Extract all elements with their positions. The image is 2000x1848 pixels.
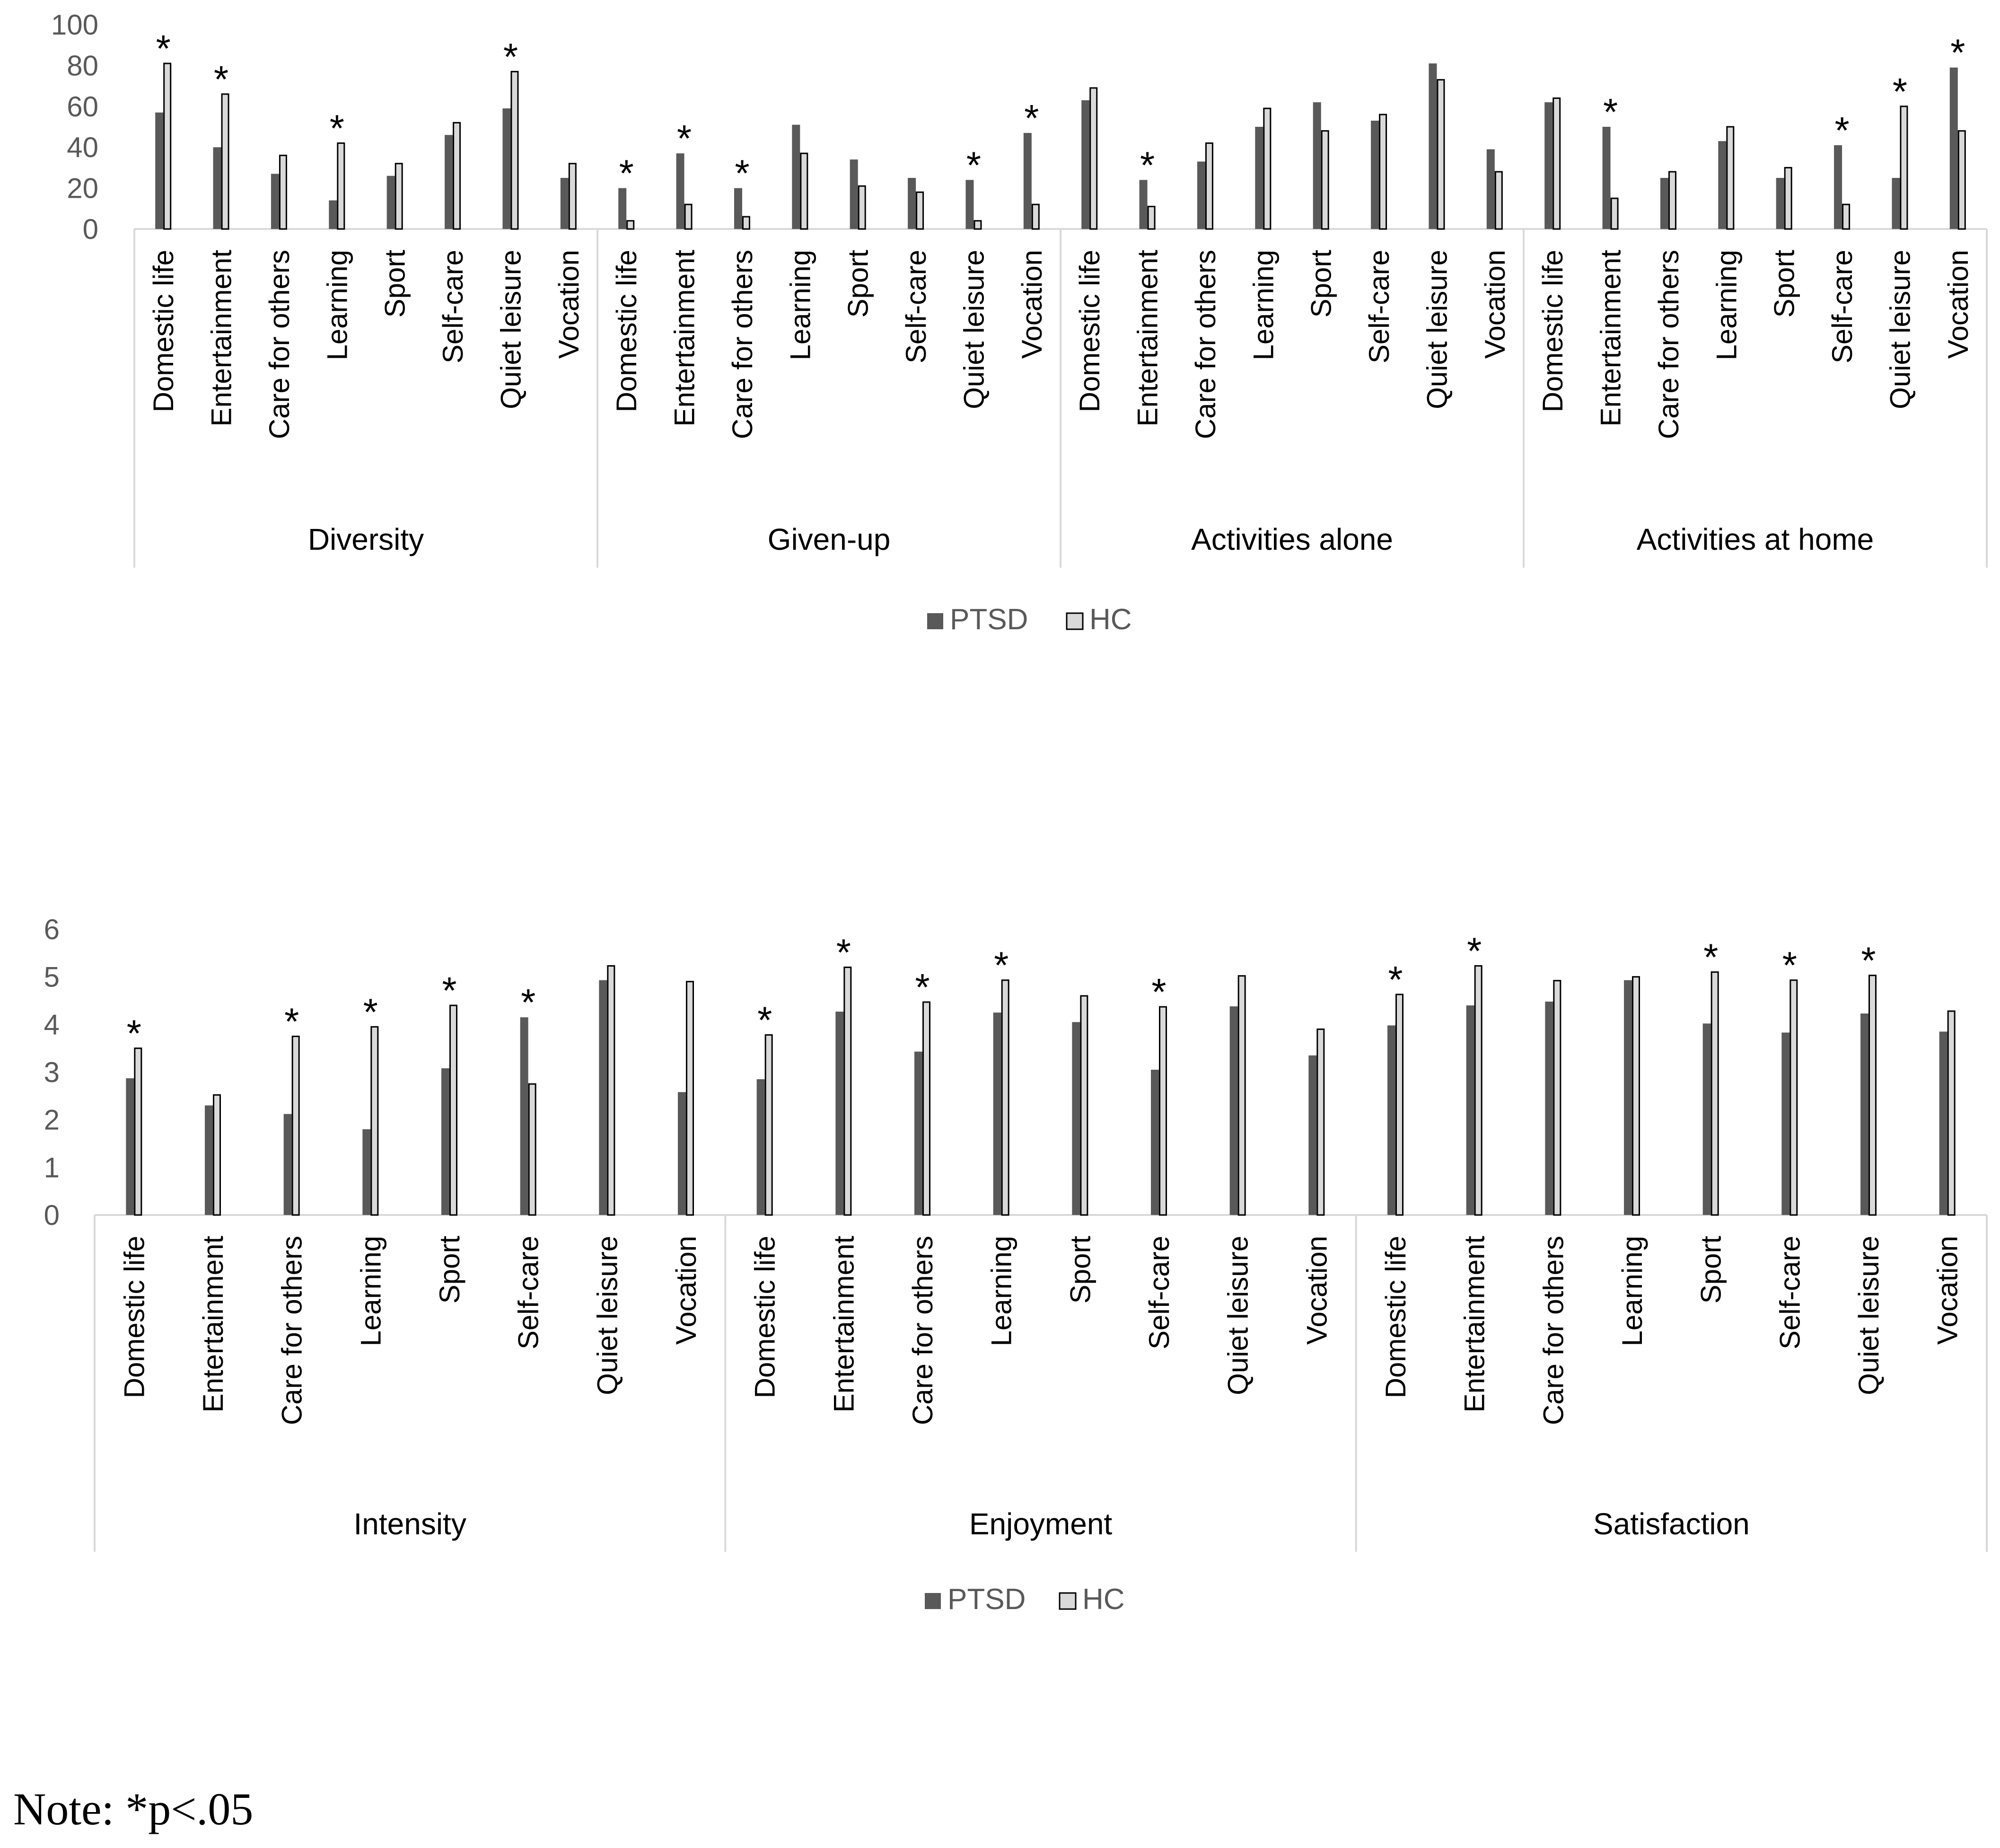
category-label: Entertainment xyxy=(1595,250,1627,427)
bar-hc xyxy=(1238,976,1245,1215)
bar-hc xyxy=(1396,994,1403,1215)
bar-ptsd xyxy=(1603,127,1611,229)
category-label: Domestic life xyxy=(1537,250,1569,413)
category-label: Self-care xyxy=(1774,1236,1806,1350)
category-label: Self-care xyxy=(900,250,932,364)
bar-ptsd xyxy=(908,178,916,229)
y-tick-label: 0 xyxy=(82,213,98,245)
bar-hc xyxy=(1032,204,1039,229)
bar-hc xyxy=(1081,996,1088,1215)
category-label: Quiet leisure xyxy=(958,250,990,409)
bar-ptsd xyxy=(1624,980,1632,1215)
bar-hc xyxy=(1727,127,1734,229)
category-label: Vocation xyxy=(670,1236,702,1345)
bar-ptsd xyxy=(205,1105,213,1215)
bar-ptsd xyxy=(441,1068,449,1215)
category-label: Domestic life xyxy=(611,250,643,413)
significance-note: Note: *p<.05 xyxy=(13,1784,254,1834)
category-label: Entertainment xyxy=(1132,250,1164,427)
y-tick-label: 60 xyxy=(67,90,98,123)
significance-star: * xyxy=(966,144,982,186)
bar-hc xyxy=(1611,198,1618,229)
bar-ptsd xyxy=(1371,121,1379,229)
bar-hc xyxy=(627,221,634,229)
bar-hc xyxy=(1901,106,1907,229)
category-label: Care for others xyxy=(1189,250,1221,440)
bar-ptsd xyxy=(445,135,453,229)
category-label: Quiet leisure xyxy=(1853,1236,1885,1395)
significance-star: * xyxy=(1024,97,1039,139)
category-label: Vocation xyxy=(1016,250,1048,359)
category-label: Self-care xyxy=(1363,250,1395,364)
bar-hc xyxy=(450,1005,457,1215)
bar-hc xyxy=(222,94,228,229)
group-label: Activities at home xyxy=(1636,522,1874,556)
category-label: Entertainment xyxy=(205,250,237,427)
bar-hc xyxy=(338,143,344,229)
bar-hc xyxy=(801,153,807,229)
category-label: Learning xyxy=(321,250,353,361)
category-label: Entertainment xyxy=(1458,1236,1491,1413)
significance-star: * xyxy=(915,966,930,1009)
bar-ptsd xyxy=(271,174,279,229)
group-label: Intensity xyxy=(353,1507,466,1541)
significance-star: * xyxy=(735,152,750,194)
category-label: Domestic life xyxy=(1380,1236,1412,1399)
category-label: Vocation xyxy=(553,250,585,359)
y-tick-label: 80 xyxy=(67,50,98,82)
bar-ptsd xyxy=(1718,141,1726,229)
significance-star: * xyxy=(363,991,378,1033)
bar-ptsd xyxy=(1024,133,1032,229)
bar-hc xyxy=(1438,80,1444,229)
legend-label-ptsd: PTSD xyxy=(947,1583,1026,1616)
significance-star: * xyxy=(1834,109,1850,151)
bar-ptsd xyxy=(1950,68,1958,229)
bar-ptsd xyxy=(561,178,569,229)
category-label: Domestic life xyxy=(749,1236,781,1399)
category-label: Self-care xyxy=(1826,250,1859,364)
significance-star: * xyxy=(1388,958,1403,1001)
bar-hc xyxy=(1002,980,1009,1215)
significance-star: * xyxy=(284,1000,299,1043)
category-label: Care for others xyxy=(276,1236,308,1426)
bar-hc xyxy=(214,1095,220,1215)
bar-hc xyxy=(1843,204,1850,229)
y-tick-label: 4 xyxy=(44,1009,60,1041)
bar-hc xyxy=(569,164,576,229)
significance-star: * xyxy=(126,1012,141,1055)
significance-star: * xyxy=(1782,944,1797,986)
bar-ptsd xyxy=(850,159,858,229)
bar-ptsd xyxy=(284,1114,292,1215)
top-chart xyxy=(0,0,2000,653)
bar-hc xyxy=(1475,966,1482,1215)
significance-star: * xyxy=(619,152,634,194)
bar-hc xyxy=(917,192,923,229)
bar-hc xyxy=(529,1084,535,1215)
bar-hc xyxy=(1495,172,1502,229)
bar-hc xyxy=(765,1035,772,1215)
bar-hc xyxy=(743,217,749,229)
bar-hc xyxy=(511,71,518,229)
bar-ptsd xyxy=(1466,1005,1474,1215)
category-label: Self-care xyxy=(512,1236,544,1350)
category-label: Learning xyxy=(784,250,816,361)
bar-hc xyxy=(1790,980,1797,1215)
bar-ptsd xyxy=(678,1092,686,1215)
bar-hc xyxy=(1554,981,1561,1215)
group-label: Satisfaction xyxy=(1593,1507,1750,1541)
bar-ptsd xyxy=(1313,102,1321,229)
bar-hc xyxy=(1785,167,1791,229)
bar-ptsd xyxy=(1834,145,1842,229)
category-label: Care for others xyxy=(907,1236,939,1426)
group-label: Enjoyment xyxy=(969,1507,1113,1541)
bar-ptsd xyxy=(213,147,221,229)
significance-star: * xyxy=(1892,70,1908,113)
bar-ptsd xyxy=(1781,1032,1789,1215)
bar-hc xyxy=(292,1037,299,1215)
category-label: Sport xyxy=(379,250,411,318)
bar-hc xyxy=(1148,206,1155,229)
bar-hc xyxy=(1090,88,1097,229)
significance-star: * xyxy=(757,999,772,1041)
significance-star: * xyxy=(1151,971,1167,1013)
bar-hc xyxy=(395,164,402,229)
bar-ptsd xyxy=(792,125,800,229)
bottom-chart xyxy=(0,899,2000,1665)
significance-star: * xyxy=(329,107,344,150)
category-label: Learning xyxy=(1247,250,1280,361)
legend-swatch-hc xyxy=(1060,1593,1076,1609)
legend-swatch-ptsd xyxy=(927,613,943,629)
bar-hc xyxy=(371,1027,378,1215)
bar-hc xyxy=(1958,131,1965,229)
bar-hc xyxy=(164,63,171,229)
bar-ptsd xyxy=(1072,1022,1080,1215)
legend-label-ptsd: PTSD xyxy=(950,603,1028,636)
bar-hc xyxy=(1206,143,1212,229)
y-tick-label: 2 xyxy=(44,1104,60,1136)
category-label: Sport xyxy=(1305,250,1337,318)
category-label: Learning xyxy=(985,1236,1018,1346)
category-label: Quiet leisure xyxy=(1421,250,1453,409)
category-label: Sport xyxy=(434,1236,465,1304)
bar-ptsd xyxy=(1151,1070,1159,1215)
category-label: Domestic life xyxy=(118,1236,150,1399)
group-label: Activities alone xyxy=(1191,522,1393,556)
significance-star: * xyxy=(503,35,518,78)
bar-hc xyxy=(280,155,286,229)
bar-hc xyxy=(1553,98,1560,229)
bar-hc xyxy=(1317,1029,1324,1215)
category-label: Entertainment xyxy=(197,1236,229,1413)
bar-ptsd xyxy=(1308,1056,1316,1215)
bar-hc xyxy=(1264,108,1271,229)
bar-ptsd xyxy=(1860,1013,1868,1215)
y-tick-label: 0 xyxy=(44,1199,60,1231)
bar-ptsd xyxy=(1081,100,1089,229)
category-label: Sport xyxy=(1768,250,1800,318)
significance-star: * xyxy=(1603,91,1618,133)
bar-hc xyxy=(1160,1007,1167,1215)
significance-star: * xyxy=(521,981,536,1024)
bar-hc xyxy=(974,221,981,229)
category-label: Sport xyxy=(1695,1236,1727,1304)
category-label: Quiet leisure xyxy=(1884,250,1916,409)
y-tick-label: 5 xyxy=(44,961,60,993)
significance-star: * xyxy=(836,931,851,974)
category-label: Quiet leisure xyxy=(1222,1236,1254,1395)
bar-ptsd xyxy=(362,1129,370,1215)
y-tick-label: 40 xyxy=(67,132,98,164)
category-label: Quiet leisure xyxy=(495,250,527,409)
group-label: Diversity xyxy=(307,522,424,556)
bar-ptsd xyxy=(1140,180,1148,229)
bar-hc xyxy=(859,186,865,229)
category-label: Domestic life xyxy=(1074,250,1106,413)
bar-ptsd xyxy=(1545,1002,1553,1215)
bar-ptsd xyxy=(329,201,337,229)
bar-ptsd xyxy=(1255,127,1263,229)
bar-hc xyxy=(1869,976,1876,1215)
bar-hc xyxy=(608,966,614,1215)
bar-hc xyxy=(1380,114,1386,229)
bar-hc xyxy=(1669,172,1675,229)
category-label: Entertainment xyxy=(828,1236,860,1413)
bar-ptsd xyxy=(1487,150,1495,229)
category-label: Entertainment xyxy=(668,250,701,427)
category-label: Learning xyxy=(1616,1236,1648,1346)
bar-ptsd xyxy=(1776,178,1784,229)
bar-ptsd xyxy=(1429,63,1437,229)
y-tick-label: 6 xyxy=(44,914,60,945)
bar-ptsd xyxy=(502,108,510,229)
bar-ptsd xyxy=(387,176,395,229)
bar-hc xyxy=(685,204,692,229)
category-label: Care for others xyxy=(1537,1236,1570,1426)
category-label: Vocation xyxy=(1301,1236,1333,1345)
bar-hc xyxy=(135,1048,141,1215)
significance-star: * xyxy=(442,969,457,1012)
bar-ptsd xyxy=(520,1017,528,1215)
y-tick-label: 20 xyxy=(67,172,98,204)
y-tick-label: 1 xyxy=(44,1152,60,1184)
legend-label-hc: HC xyxy=(1089,603,1132,636)
category-label: Self-care xyxy=(1143,1236,1175,1350)
category-label: Vocation xyxy=(1931,1236,1964,1345)
bar-ptsd xyxy=(965,180,974,229)
category-label: Care for others xyxy=(1652,250,1684,440)
bar-ptsd xyxy=(1544,102,1553,229)
bar-ptsd xyxy=(1892,178,1900,229)
category-label: Self-care xyxy=(437,250,469,364)
category-label: Domestic life xyxy=(148,250,180,413)
bar-ptsd xyxy=(1197,161,1205,229)
legend-swatch-ptsd xyxy=(925,1593,941,1609)
bar-ptsd xyxy=(676,153,684,229)
bar-ptsd xyxy=(993,1012,1001,1215)
bar-ptsd xyxy=(1939,1031,1947,1215)
significance-star: * xyxy=(1861,939,1876,982)
bar-hc xyxy=(844,968,851,1215)
bar-ptsd xyxy=(126,1078,134,1215)
bar-ptsd xyxy=(1703,1023,1711,1215)
category-label: Vocation xyxy=(1942,250,1974,359)
category-label: Vocation xyxy=(1479,250,1511,359)
category-label: Care for others xyxy=(726,250,758,440)
significance-star: * xyxy=(994,944,1009,986)
group-label: Given-up xyxy=(767,522,891,556)
y-tick-label: 100 xyxy=(51,9,98,41)
significance-star: * xyxy=(156,27,171,70)
bar-hc xyxy=(1322,131,1328,229)
significance-star: * xyxy=(1950,31,1965,74)
bar-ptsd xyxy=(1230,1006,1238,1215)
bar-ptsd xyxy=(757,1079,765,1215)
bar-ptsd xyxy=(1387,1025,1395,1215)
category-label: Sport xyxy=(842,250,874,318)
bar-ptsd xyxy=(914,1052,922,1215)
significance-star: * xyxy=(1467,930,1482,972)
bar-hc xyxy=(1948,1011,1955,1215)
significance-star: * xyxy=(213,58,229,100)
bar-ptsd xyxy=(1660,178,1668,229)
bar-ptsd xyxy=(599,980,607,1215)
bar-hc xyxy=(454,123,460,229)
significance-star: * xyxy=(1140,144,1155,186)
legend-swatch-hc xyxy=(1067,613,1083,629)
bar-ptsd xyxy=(835,1012,843,1215)
bar-hc xyxy=(923,1002,930,1215)
y-tick-label: 3 xyxy=(44,1056,60,1088)
significance-star: * xyxy=(676,117,692,160)
category-label: Learning xyxy=(1711,250,1743,361)
bar-hc xyxy=(1711,972,1718,1215)
legend-label-hc: HC xyxy=(1082,1583,1125,1616)
category-label: Care for others xyxy=(263,250,295,440)
category-label: Quiet leisure xyxy=(591,1236,623,1395)
category-label: Learning xyxy=(355,1236,387,1346)
significance-star: * xyxy=(1703,936,1719,978)
category-label: Sport xyxy=(1064,1236,1096,1304)
bar-hc xyxy=(687,982,693,1215)
bar-hc xyxy=(1633,977,1640,1215)
bar-ptsd xyxy=(155,113,163,229)
